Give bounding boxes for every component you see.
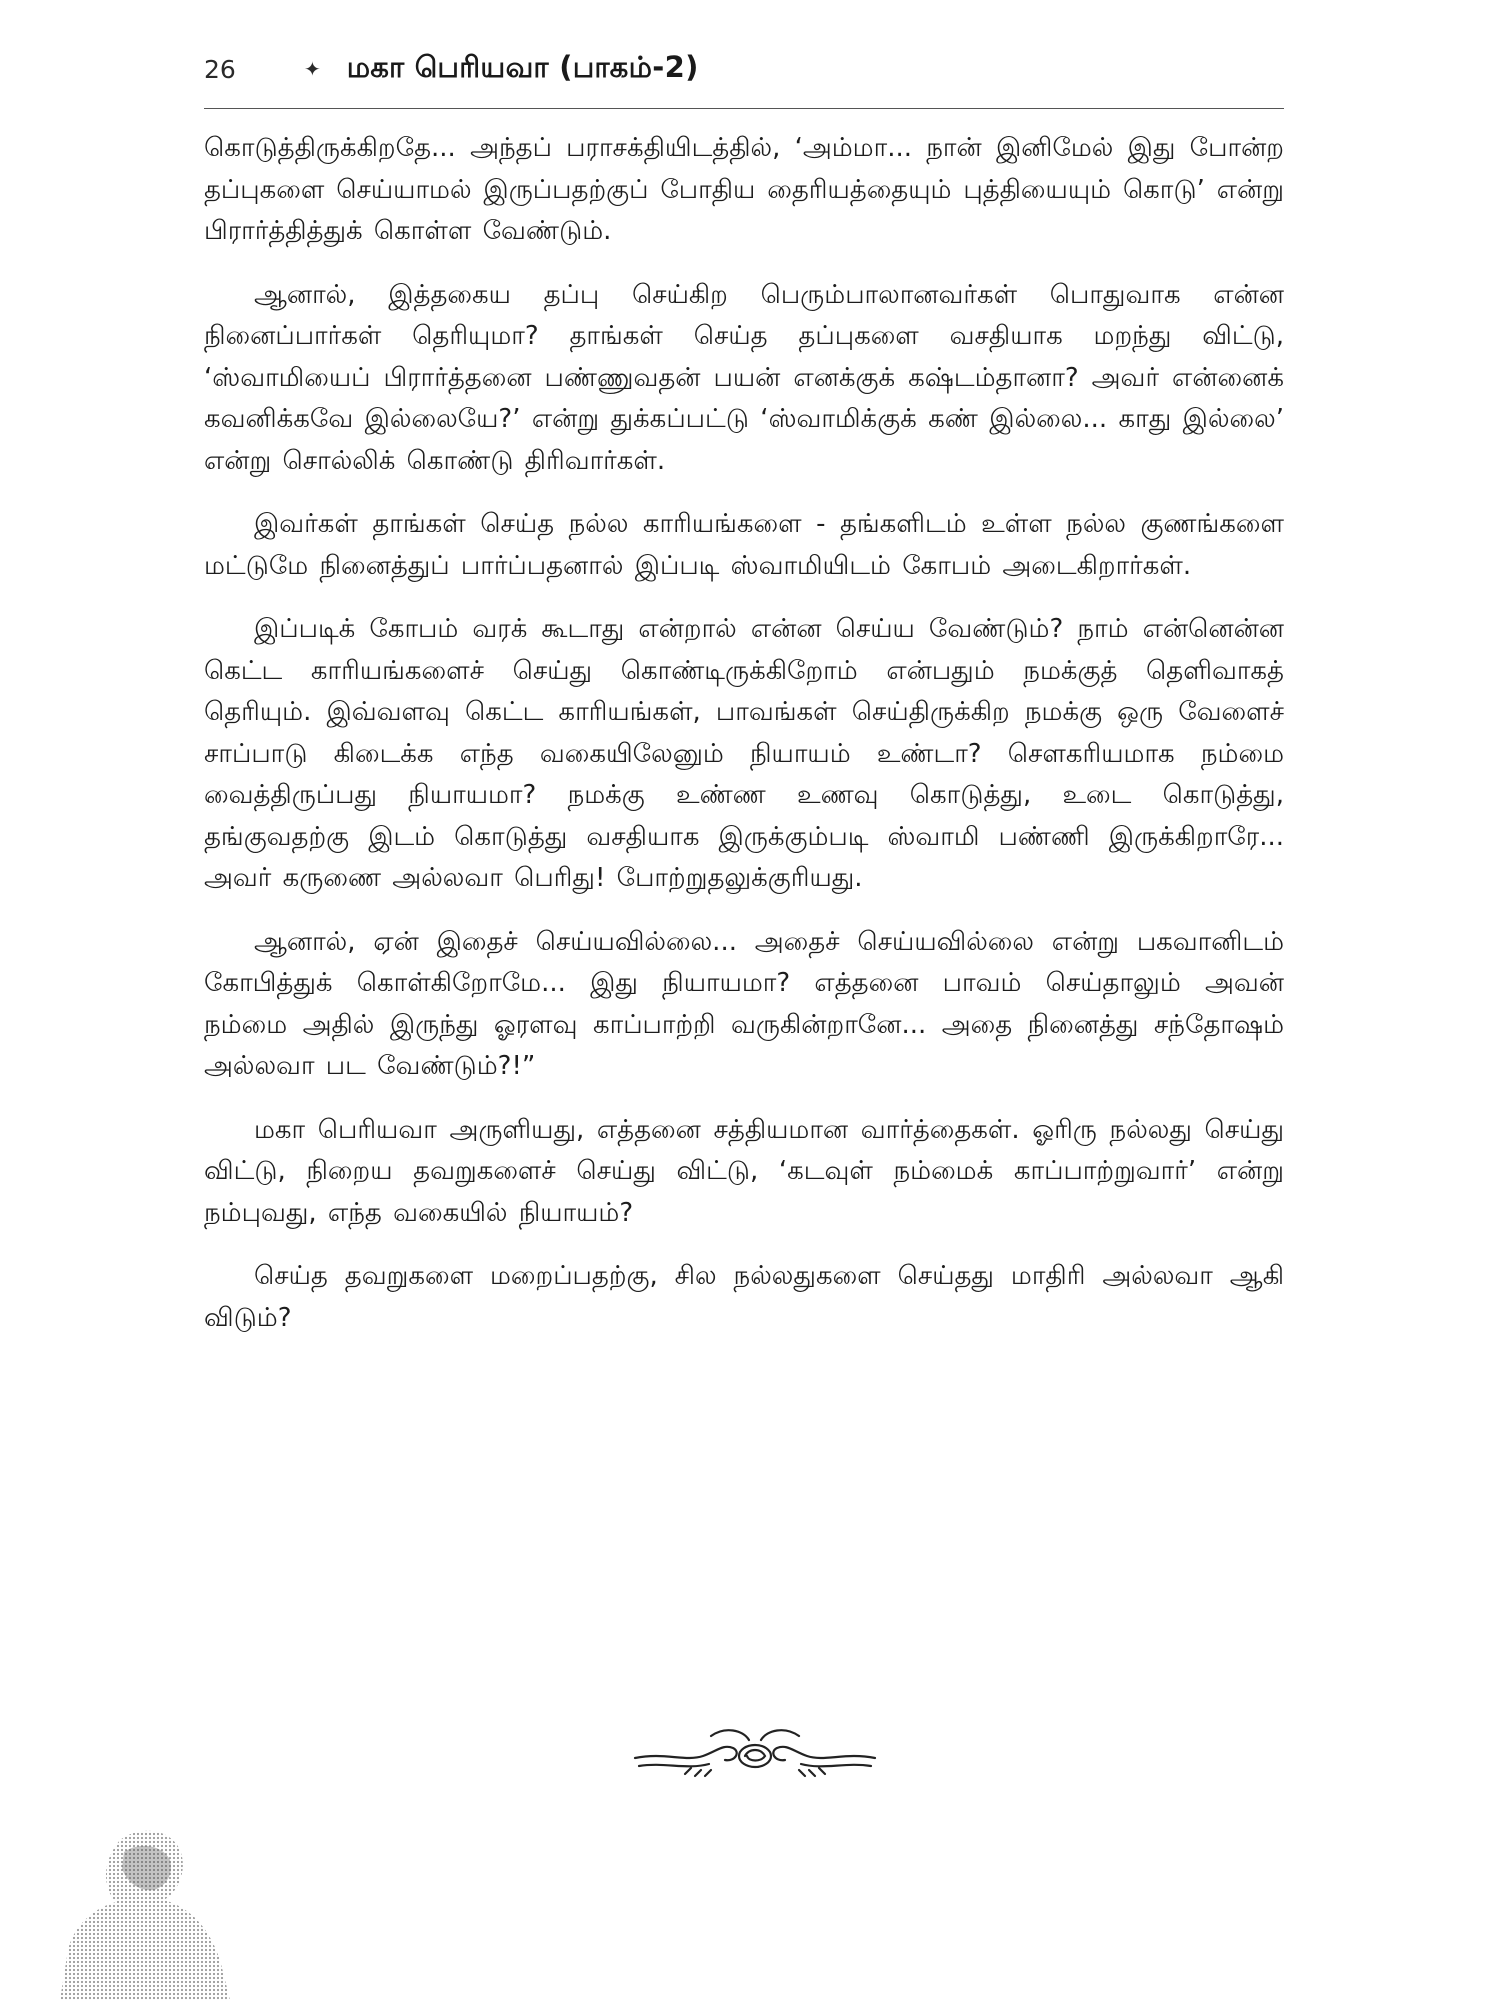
star-ornament-icon: ✦ — [304, 57, 321, 81]
running-header — [204, 44, 1284, 94]
header-rule — [204, 108, 1284, 109]
paragraph-5: ஆனால், ஏன் இதைச் செய்யவில்லை... அதைச் செய்யவில்லை என்று பகவானிடம் கோபித்துக் கொள்கிறோமே... இது நியாயமா? எத்தனை பாவம் செய்தாலும் அவன் நம்மை அதில் இருந்து ஓரளவு காப்பாற்றி வருகின்றானே... அதை நினைத்து சந்தோஷம் அல்லவா பட வேண்டும்?!” — [204, 926, 1284, 1081]
scroll-flourish-icon — [625, 1722, 885, 1786]
running-title: மகா பெரியவா (பாகம்-2) — [346, 50, 699, 84]
halftone-portrait-icon — [60, 1820, 250, 2000]
paragraph-6: மகா பெரியவா அருளியது, எத்தனை சத்தியமான வார்த்தைகள். ஓரிரு நல்லது செய்து விட்டு, நிறைய தவறுகளைச் செய்து விட்டு, ‘கடவுள் நம்மைக் காப்பாற்றுவார்’ என்று நம்புவது, எந்த வகையில் நியாயம்? — [204, 1114, 1284, 1228]
body-text — [204, 128, 1284, 1361]
page-number: 26 — [204, 54, 236, 84]
paragraph-4: இப்படிக் கோபம் வரக் கூடாது என்றால் என்ன செய்ய வேண்டும்? நாம் என்னென்ன கெட்ட காரியங்களைச் செய்து கொண்டிருக்கிறோம் என்பதும் நமக்குத் தெளிவாகத் தெரியும். இவ்வளவு கெட்ட காரியங்கள், பாவங்கள் செய்திருக்கிற நமக்கு ஒரு வேளைச் சாப்பாடு கிடைக்க எந்த வகையிலேனும் நியாயம் உண்டா? சௌகரியமாக நம்மை வைத்திருப்பது நியாயமா? நமக்கு உண்ண உணவு கொடுத்து, உடை கொடுத்து, தங்குவதற்கு இடம் கொடுத்து வசதியாக இருக்கும்படி ஸ்வாமி பண்ணி இருக்கிறாரே... அவர் கருணை அல்லவா பெரிது! போற்றுதலுக்குரியது. — [204, 614, 1284, 893]
paragraph-2: ஆனால், இத்தகைய தப்பு செய்கிற பெரும்பாலானவர்கள் பொதுவாக என்ன நினைப்பார்கள் தெரியுமா? தாங்கள் செய்த தப்புகளை வசதியாக மறந்து விட்டு, ‘ஸ்வாமியைப் பிரார்த்தனை பண்ணுவதன் பயன் எனக்குக் கஷ்டம்தானா? அவர் என்னைக் கவனிக்கவே இல்லையே?’ என்று துக்கப்பட்டு ‘ஸ்வாமிக்குக் கண் இல்லை... காது இல்லை’ என்று சொல்லிக் கொண்டு திரிவார்கள். — [204, 279, 1284, 476]
paragraph-7: செய்த தவறுகளை மறைப்பதற்கு, சில நல்லதுகளை செய்தது மாதிரி அல்லவா ஆகி விடும்? — [204, 1261, 1284, 1333]
paragraph-1: கொடுத்திருக்கிறதே... அந்தப் பராசக்தியிடத்தில், ‘அம்மா... நான் இனிமேல் இது போன்ற தப்புகளை செய்யாமல் இருப்பதற்குப் போதிய தைரியத்தையும் புத்தியையும் கொடு’ என்று பிரார்த்தித்துக் கொள்ள வேண்டும். — [204, 133, 1284, 246]
paragraph-3: இவர்கள் தாங்கள் செய்த நல்ல காரியங்களை - தங்களிடம் உள்ள நல்ல குணங்களை மட்டுமே நினைத்துப் பார்ப்பதனால் இப்படி ஸ்வாமியிடம் கோபம் அடைகிறார்கள். — [204, 509, 1284, 581]
